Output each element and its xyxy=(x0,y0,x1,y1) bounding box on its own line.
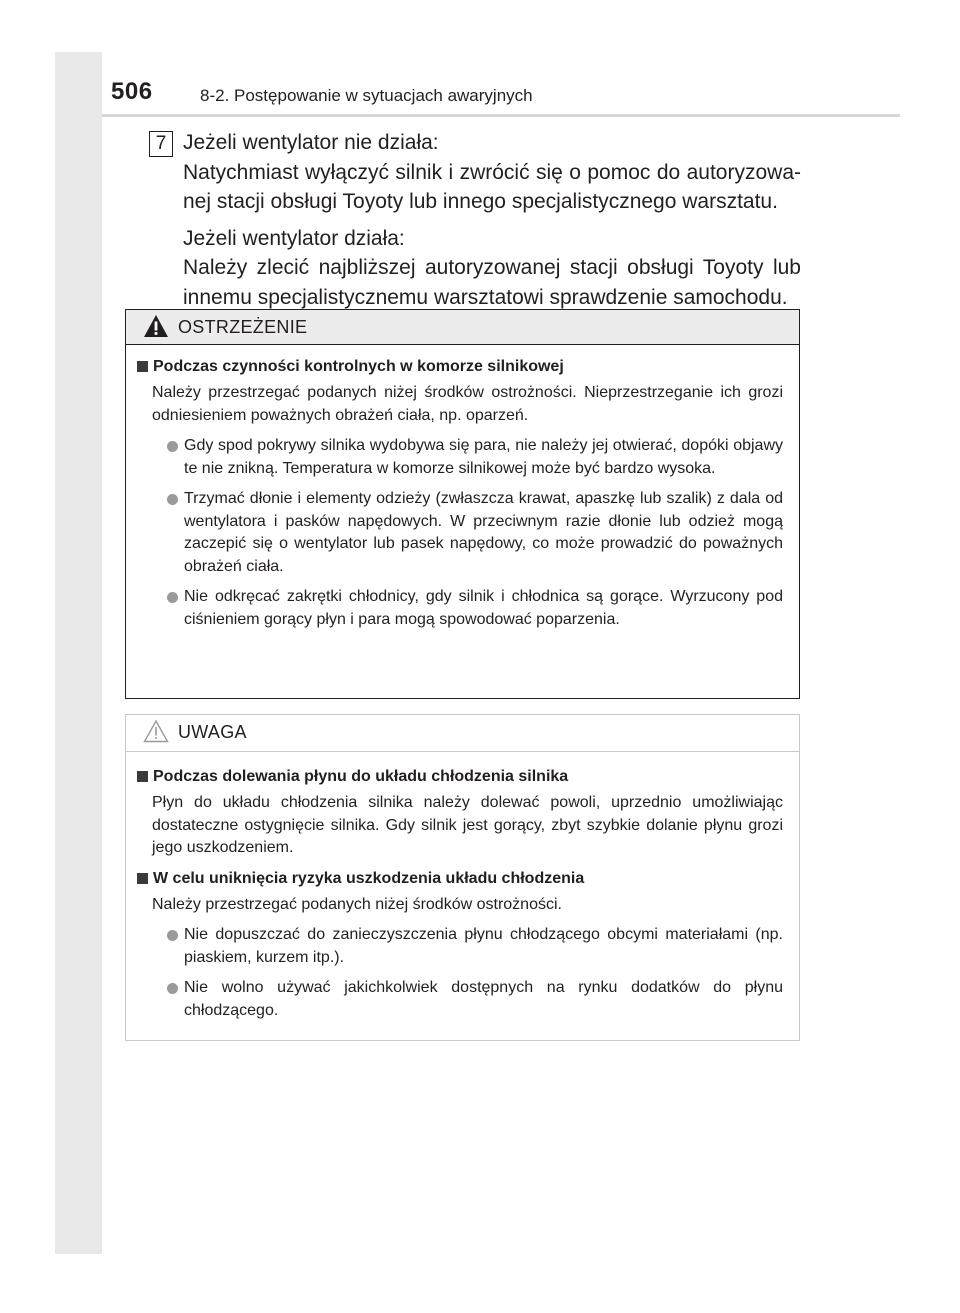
header-rule xyxy=(102,114,900,117)
notice-body xyxy=(126,752,799,1022)
warning-header xyxy=(126,310,799,345)
notice-bullet xyxy=(137,977,783,1022)
square-bullet-icon xyxy=(137,361,148,372)
notice-bullet-text: Nie wolno używać jakichkolwiek dostępnych na rynku dodatków do płynu chłodzącego. xyxy=(184,979,783,1019)
notice-heading-text: Podczas dolewania płynu do układu chłodzenia silnika xyxy=(153,768,569,785)
step-text xyxy=(183,128,801,319)
page-number: 506 xyxy=(111,78,153,105)
section-title: 8-2. Postępowanie w sytuacjach awaryjnych xyxy=(200,86,533,105)
warning-body xyxy=(126,345,799,631)
warning-bullet-text: Nie odkręcać zakrętki chłodnicy, gdy silnik i chłodnica są gorące. Wyrzucony pod ciśnieniem gorący płyn i para mogą spowodować poparzenia. xyxy=(184,588,783,628)
warning-bullet-text: Gdy spod pokrywy silnika wydobywa się para, nie należy jej otwierać, dopóki objawy te nie znikną. Temperatura w komorze silnikowej może być bardzo wysoka. xyxy=(184,437,783,477)
circle-bullet-icon xyxy=(167,441,178,452)
warning-bullet xyxy=(137,586,783,631)
circle-bullet-icon xyxy=(167,494,178,505)
warning-panel xyxy=(125,309,800,699)
step-paragraph: Jeżeli wentylator działa: Należy zlecić najbliższej autoryzowanej stacji obsługi Toyoty lub innemu specjalistycznemu warsztatowi sprawdzenie samochodu. xyxy=(183,226,801,309)
notice-paragraph: Należy przestrzegać podanych niżej środków ostrożności. xyxy=(152,895,562,913)
notice-paragraph: Płyn do układu chłodzenia silnika należy dolewać powoli, uprzednio umożliwiając dostateczne ostygnięcie silnika. Gdy silnik jest gorący, zbyt szybkie dolanie płynu grozi jego uszkodzeniem. xyxy=(152,794,783,856)
notice-panel xyxy=(125,714,800,1041)
notice-heading xyxy=(137,766,783,788)
step-number-box: 7 xyxy=(149,131,173,157)
warning-triangle-icon xyxy=(143,314,169,343)
caution-triangle-icon xyxy=(143,719,169,748)
warning-bullet xyxy=(137,488,783,578)
warning-bullet-text: Trzymać dłonie i elementy odzieży (zwłaszcza krawat, apaszkę lub szalik) z dala od wentylatora i pasków napędowych. W przeciwnym razie dłonie lub odzież mogą zaczepić się o wentylator lub pasek napędowy, co może prowadzić do poważnych obrażeń ciała. xyxy=(184,490,783,575)
warning-title: OSTRZEŻENIE xyxy=(178,317,308,337)
warning-intro: Należy przestrzegać podanych niżej środków ostrożności. Nieprzestrzeganie ich grozi odniesieniem poważnych obrażeń ciała, np. oparzeń. xyxy=(152,384,783,424)
square-bullet-icon xyxy=(137,771,148,782)
warning-bullet xyxy=(137,435,783,480)
circle-bullet-icon xyxy=(167,930,178,941)
notice-header xyxy=(126,715,799,752)
warning-heading-text: Podczas czynności kontrolnych w komorze silnikowej xyxy=(153,358,564,375)
square-bullet-icon xyxy=(137,873,148,884)
notice-heading-text: W celu uniknięcia ryzyka uszkodzenia układu chłodzenia xyxy=(153,869,585,887)
notice-bullet xyxy=(137,924,783,969)
side-strip xyxy=(55,52,102,1254)
circle-bullet-icon xyxy=(167,592,178,603)
notice-title: UWAGA xyxy=(178,722,247,742)
warning-heading xyxy=(137,356,783,378)
notice-heading xyxy=(137,868,783,890)
circle-bullet-icon xyxy=(167,983,178,994)
notice-bullet-text: Nie dopuszczać do zanieczyszczenia płynu chłodzącego obcymi materiałami (np. piaskiem, kurzem itp.). xyxy=(184,926,783,966)
step-paragraph: Jeżeli wentylator nie działa: Natychmiast wyłączyć silnik i zwrócić się o pomoc do autoryzowanej stacji obsługi Toyoty lub innego specjalistycznego warsztatu. xyxy=(183,131,801,213)
